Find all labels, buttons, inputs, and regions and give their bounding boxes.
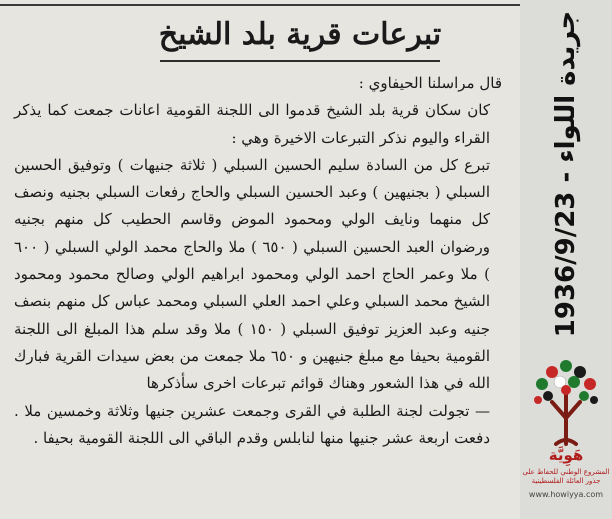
article-headline: تبرعات قرية بلد الشيخ [158,17,442,52]
top-rule [0,4,520,6]
logo-name: هَوِيَّة [548,446,584,464]
headline-underline [160,60,440,62]
caption-separator: - [551,171,582,183]
newspaper-date: 1936/9/23 [551,191,582,338]
logo-tagline: المشروع الوطني للحفاظ على جذور العائلة الفلسطينية [522,468,610,485]
tree-logo-icon [526,352,606,448]
vertical-caption [528,4,604,344]
article-intro: قال مراسلنا الحيفاوي : [358,74,502,92]
newspaper-name: جريدة اللواء [551,10,582,163]
article-paragraph: — تجولت لجنة الطلبة في القرى وجمعت عشرين جنيها وثلاثة وخمسين ملا . دفعت اربعة عشر جنيها منها لنابلس وقدم الباقي الى اللجنة القومية بحيفا . [14,401,490,447]
article-paragraph: كان سكان قرية بلد الشيخ قدموا الى اللجنة القومية اعانات جمعت كما يذكر القراء واليوم نذكر التبرعات الاخيرة وهي : [14,101,490,147]
article-paragraph: تبرع كل من السادة سليم الحسين السبلي ( ثلاثة جنيهات ) وتوفيق الحسين السبلي ( بجنيهين ) وعبد الحسين السبلي والحاج رفعات السبلي بجنيه ونصف كل منهما ونايف الولي ومحمود الموض وقاسم الحطيب كل منهم بجنيه ورضوان العبد الحسين السبلي ( ٦٥٠ ) ملا والحاج محمد الولي السبلي ( ٦٠٠ ) ملا وعمر الحاج احمد الولي ومحمود ابراهيم الولي وصالح محمود ومحمود الشيخ محمد السبلي وعلي احمد العلي السبلي ومحمد عباس كل منهم بنصف جنيه وعبد العزيز توفيق السبلي ( ١٥٠ ) ملا وقد سلم هذا المبلغ الى اللجنة القومية بحيفا مع مبلغ جنيهين و ٦٥٠ ملا جمعت من بعض سيدات القرية فبارك الله في هذا الشعور وهناك قوائم تبرعات اخرى سأذكرها [14,155,490,393]
sidebar [520,0,612,519]
logo-url: www.howiyya.com [528,490,604,499]
article-body [14,70,514,452]
